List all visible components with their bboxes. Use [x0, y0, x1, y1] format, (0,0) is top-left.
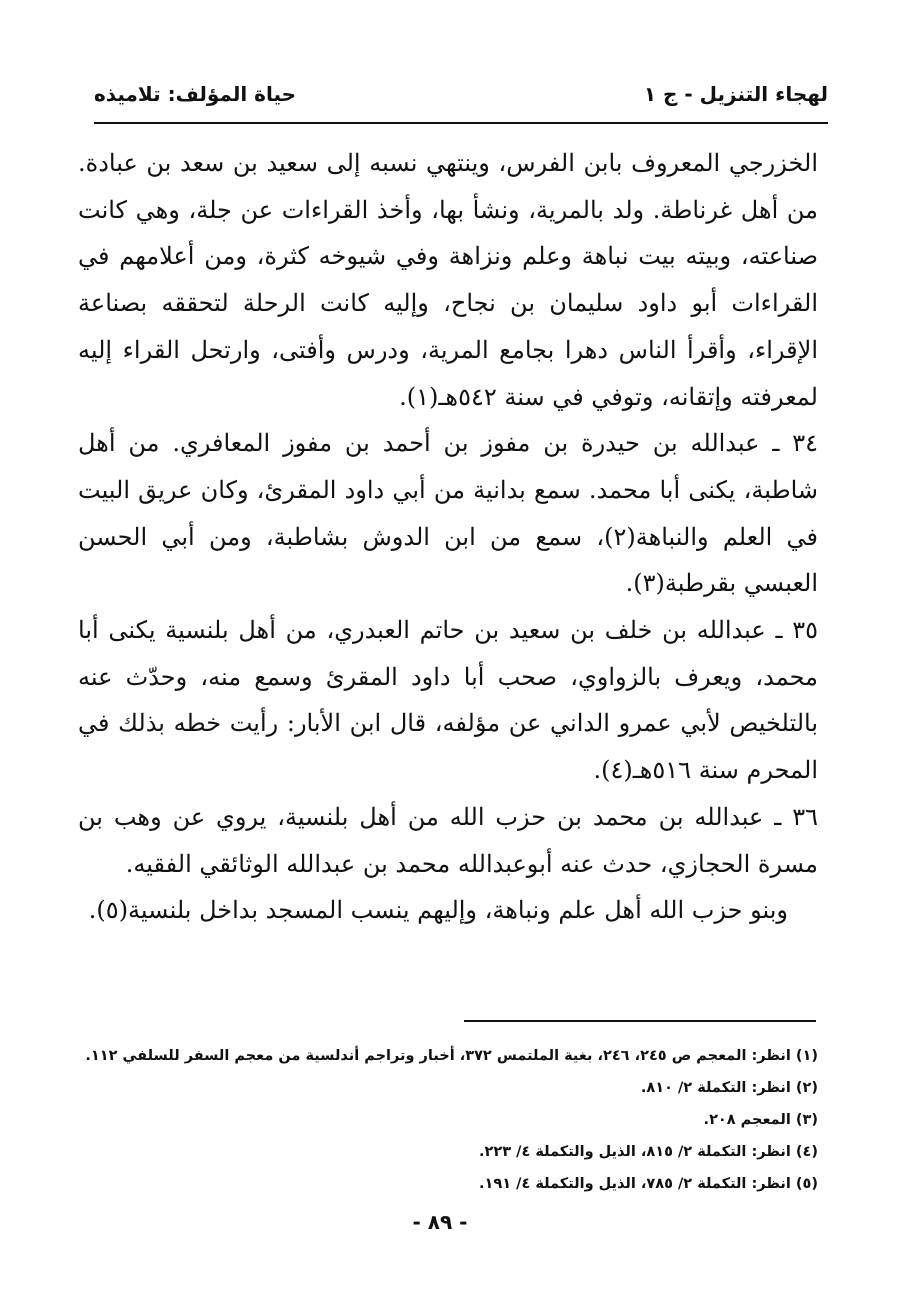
footnote-4: (٤) انظر: التكملة ٢/ ٨١٥، الذيل والتكملة ٤/ ٢٢٣.: [479, 1144, 818, 1160]
running-head: [94, 72, 828, 116]
footnote-2: (٢) انظر: التكملة ٢/ ٨١٠.: [640, 1080, 818, 1096]
paragraph-note: وبنو حزب الله أهل علم ونباهة، وإليهم ينسب المسجد بداخل بلنسية(٥).: [88, 896, 788, 925]
paragraph-continuation: الخزرجي المعروف بابن الفرس، وينتهي نسبه إلى سعيد بن سعد بن عبادة. من أهل غرناطة. ولد بالمرية، ونشأ بها، وأخذ القراءات عن جلة، وهي كانت صناعته، وبيته بيت نباهة وعلم ونزاهة وفي شيوخه كثرة، ومن أعلامهم في القراءات أبو داود سليمان بن نجاح، وإليه كانت الرحلة لتحققه بصناعة الإقراء، وأقرأ الناس دهرا بجامع المرية، ودرس وأفتى، وارتحل القراء إليه لمعرفته وإتقانه، وتوفي في سنة ٥٤٢هـ(١).: [78, 149, 818, 411]
footnotes: [74, 1040, 818, 1200]
paragraph-entry-34: ٣٤ ـ عبدالله بن حيدرة بن مفوز بن أحمد بن مفوز المعافري. من أهل شاطبة، يكنى أبا محمد. سمع بدانية من أبي داود المقرئ، وكان عريق البيت في العلم والنباهة(٢)، سمع من ابن الدوش بشاطبة، ومن أبي الحسن العبسي بقرطبة(٣).: [78, 429, 818, 598]
running-head-section-title: حياة المؤلف: تلاميذه: [94, 82, 297, 106]
footnote-5: (٥) انظر: التكملة ٢/ ٧٨٥، الذيل والتكملة ٤/ ١٩١.: [479, 1176, 818, 1192]
running-head-book-title: لهجاء التنزيل - ج ١: [643, 82, 828, 106]
paragraph-entry-35: ٣٥ ـ عبدالله بن خلف بن سعيد بن حاتم العبدري، من أهل بلنسية يكنى أبا محمد، ويعرف بالزواوي، صحب أبا داود المقرئ وسمع منه، وحدّث عنه بالتلخيص لأبي عمرو الداني عن مؤلفه، قال ابن الأبار: رأيت خطه بذلك في المحرم سنة ٥١٦هـ(٤).: [78, 616, 818, 785]
page-number: - ٨٩ -: [412, 1210, 468, 1234]
footnote-1: (١) انظر: المعجم ص ٢٤٥، ٢٤٦، بغية الملتمس ٣٧٢، أخبار وتراجم أندلسية من معجم السفر للسلفي ١١٢.: [85, 1048, 818, 1064]
footnote-rule: [464, 1020, 816, 1022]
header-rule: [94, 122, 828, 124]
paragraph-entry-36: ٣٦ ـ عبدالله بن محمد بن حزب الله من أهل بلنسية، يروي عن وهب بن مسرة الحجازي، حدث عنه أبوعبدالله محمد بن عبدالله الوثائقي الفقيه.: [78, 802, 818, 878]
footnote-3: (٣) المعجم ٢٠٨.: [703, 1112, 818, 1128]
main-text: [78, 140, 818, 934]
